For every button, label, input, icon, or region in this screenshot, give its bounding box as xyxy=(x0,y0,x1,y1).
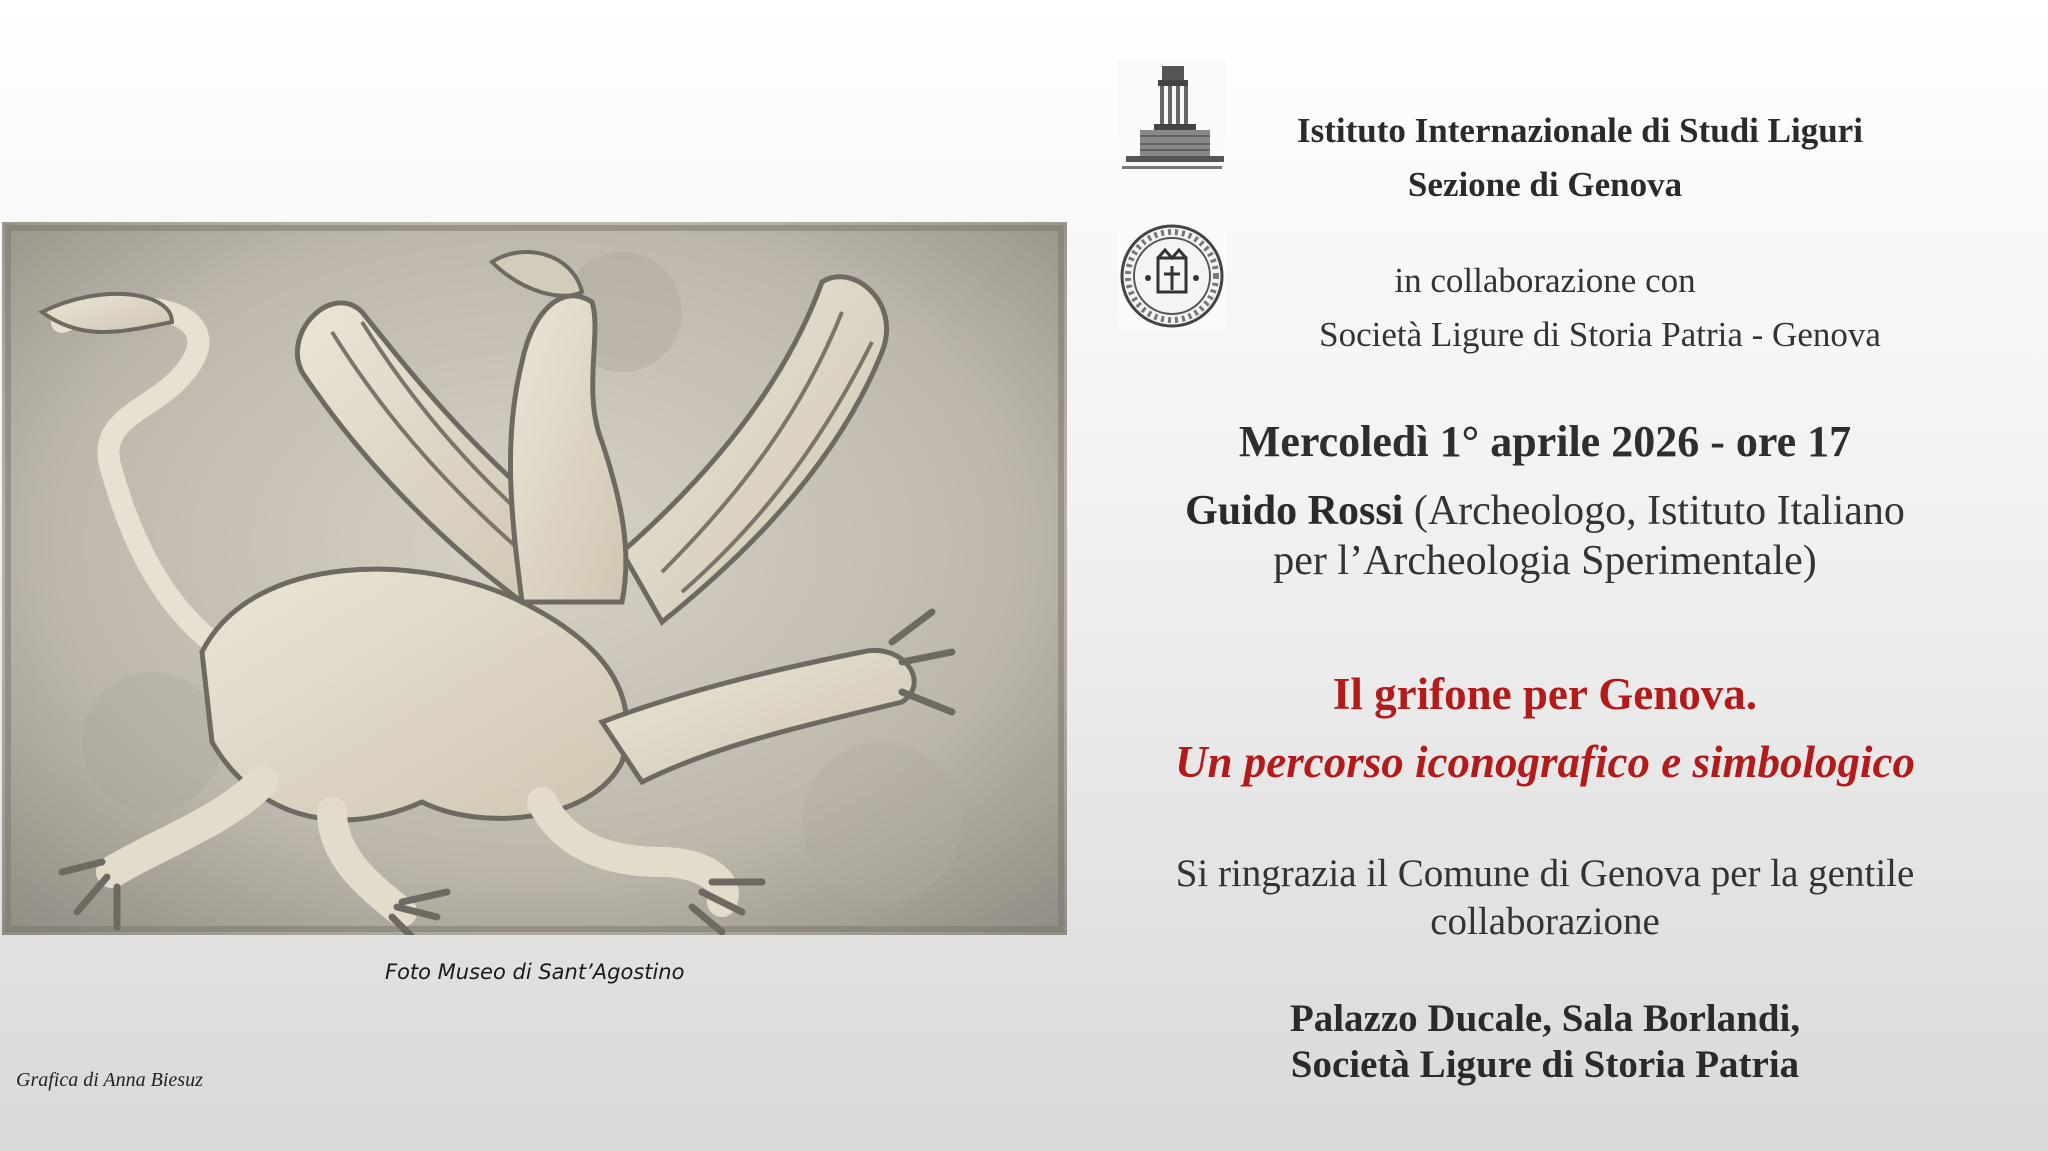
speaker-block xyxy=(1110,486,1980,586)
acknowledgement-line-1: Si ringrazia il Comune di Genova per la gentile xyxy=(1175,852,1915,895)
venue-line-2: Società Ligure di Storia Patria xyxy=(1290,1043,1800,1086)
speaker-line-1 xyxy=(1110,486,1980,536)
venue xyxy=(1160,996,1930,1088)
graphics-credit: Grafica di Anna Biesuz xyxy=(16,1069,203,1091)
venue-line-1: Palazzo Ducale, Sala Borlandi, xyxy=(1289,997,1801,1040)
griffin-relief-photo xyxy=(2,222,1067,935)
speaker-role: (Archeologo, Istituto Italiano xyxy=(1403,488,1905,534)
monument-logo xyxy=(1118,60,1226,176)
acknowledgement xyxy=(1120,850,1970,946)
event-date: Mercoledì 1° aprile 2026 - ore 17 xyxy=(1238,417,1852,466)
section-name: Sezione di Genova xyxy=(1407,165,1683,204)
collaboration-intro: in collaborazione con xyxy=(1394,261,1696,300)
seal-logo xyxy=(1118,222,1226,330)
speaker-role-line-2: per l’Archeologia Sperimentale) xyxy=(1273,538,1817,584)
griffin-relief-image xyxy=(2,222,1067,935)
collaborating-society: Società Ligure di Storia Patria - Genova xyxy=(1319,315,1881,354)
photo-credit: Foto Museo di Sant’Agostino xyxy=(385,960,685,984)
speaker-name: Guido Rossi xyxy=(1185,488,1404,534)
institute-name: Istituto Internazionale di Studi Liguri xyxy=(1297,111,1863,150)
talk-title: Il grifone per Genova. xyxy=(1332,669,1758,719)
talk-subtitle: Un percorso iconografico e simbologico xyxy=(1175,737,1915,787)
acknowledgement-line-2: collaborazione xyxy=(1430,900,1660,943)
